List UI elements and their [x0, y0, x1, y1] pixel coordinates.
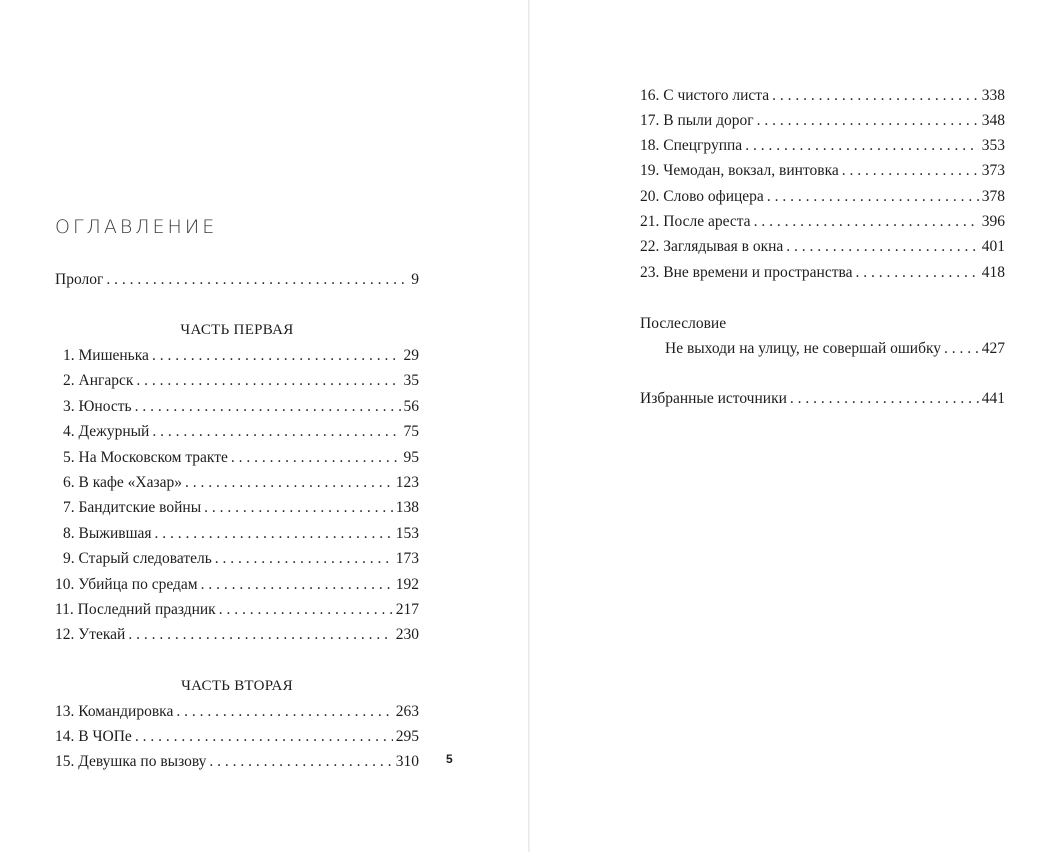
- toc-entry-label: 16. С чистого листа: [640, 87, 770, 104]
- dot-leader: [944, 339, 979, 359]
- toc-entry-page: 338: [981, 87, 1005, 104]
- toc-entry-page: 427: [981, 340, 1005, 357]
- toc-entry-chapter-16[interactable]: [640, 86, 1005, 106]
- toc-entry-chapter-20[interactable]: [640, 187, 1005, 207]
- right-page: [530, 0, 1061, 852]
- toc-entry-page: 396: [981, 213, 1005, 230]
- dot-leader: [772, 86, 979, 106]
- toc-entry-page: 401: [981, 238, 1005, 255]
- toc-entry-label: Не выходи на улицу, не совершай ошибку: [665, 340, 942, 357]
- part-one-heading: ЧАСТЬ ПЕРВАЯ: [180, 322, 294, 338]
- dot-leader: [786, 237, 978, 257]
- dot-leader: [135, 397, 401, 417]
- toc-entry-chapter-1[interactable]: [63, 346, 419, 366]
- toc-entry-page: 56: [403, 398, 419, 415]
- toc-entry-label: 10. Убийца по средам: [55, 576, 198, 593]
- toc-entry-label: 17. В пыли дорог: [640, 112, 754, 129]
- toc-entry-sources[interactable]: [640, 389, 1005, 409]
- toc-entry-page: 418: [981, 264, 1005, 281]
- toc-entry-page: 192: [395, 576, 419, 593]
- dot-leader: [754, 212, 979, 232]
- dot-leader: [135, 727, 393, 747]
- dot-leader: [790, 389, 979, 409]
- dot-leader: [128, 625, 392, 645]
- toc-entry-label: 3. Юность: [63, 398, 132, 415]
- toc-entry-chapter-4[interactable]: [63, 422, 419, 442]
- toc-entry-label: 22. Заглядывая в окна: [640, 238, 784, 255]
- toc-entry-chapter-9[interactable]: [63, 549, 419, 569]
- toc-entry-page: 441: [981, 390, 1005, 407]
- dot-leader: [745, 136, 979, 156]
- toc-entry-label: 6. В кафе «Хазар»: [63, 474, 183, 491]
- toc-entry-label: 20. Слово офицера: [640, 188, 764, 205]
- toc-entry-page: 353: [981, 137, 1005, 154]
- toc-entry-label: 13. Командировка: [55, 703, 174, 720]
- toc-entry-label: 23. Вне времени и пространства: [640, 264, 853, 281]
- toc-entry-label: 8. Выжившая: [63, 525, 152, 542]
- toc-entry-page: 95: [403, 449, 419, 466]
- toc-entry-page: 373: [981, 162, 1005, 179]
- dot-leader: [176, 702, 392, 722]
- toc-entry-page: 348: [981, 112, 1005, 129]
- toc-entry-label: 18. Спецгруппа: [640, 137, 743, 154]
- toc-entry-page: 378: [981, 188, 1005, 205]
- dot-leader: [856, 263, 979, 283]
- toc-entry-page: 263: [395, 703, 419, 720]
- dot-leader: [231, 448, 401, 468]
- toc-entry-label: Пролог: [55, 271, 104, 288]
- dot-leader: [842, 161, 979, 181]
- toc-entry-page: 35: [403, 372, 419, 389]
- toc-entry-label: 1. Мишенька: [63, 347, 149, 364]
- part-two-heading: ЧАСТЬ ВТОРАЯ: [181, 678, 293, 694]
- toc-entry-chapter-19[interactable]: [640, 161, 1005, 181]
- dot-leader: [209, 752, 392, 772]
- toc-entry-chapter-8[interactable]: [63, 524, 419, 544]
- toc-entry-page: 75: [403, 423, 419, 440]
- toc-entry-page: 153: [395, 525, 419, 542]
- toc-title: ОГЛАВЛЕНИЕ: [55, 216, 218, 238]
- afterword-heading: Послесловие: [640, 315, 727, 332]
- toc-entry-chapter-15[interactable]: [55, 752, 419, 772]
- toc-entry-label: 19. Чемодан, вокзал, винтовка: [640, 162, 839, 179]
- toc-entry-page: 9: [411, 271, 419, 288]
- toc-entry-chapter-6[interactable]: [63, 473, 419, 493]
- toc-entry-page: 138: [395, 499, 419, 516]
- toc-entry-chapter-3[interactable]: [63, 397, 419, 417]
- toc-entry-page: 123: [395, 474, 419, 491]
- toc-entry-label: 21. После ареста: [640, 213, 751, 230]
- toc-entry-chapter-2[interactable]: [63, 371, 419, 391]
- dot-leader: [215, 549, 393, 569]
- toc-entry-chapter-23[interactable]: [640, 263, 1005, 283]
- toc-entry-chapter-10[interactable]: [55, 575, 419, 595]
- toc-entry-chapter-11[interactable]: [55, 600, 419, 620]
- page-number: 5: [446, 752, 453, 766]
- toc-entry-chapter-22[interactable]: [640, 237, 1005, 257]
- dot-leader: [155, 524, 393, 544]
- dot-leader: [106, 270, 408, 290]
- dot-leader: [757, 111, 979, 131]
- toc-entry-label: 4. Дежурный: [63, 423, 150, 440]
- toc-entry-chapter-7[interactable]: [63, 498, 419, 518]
- dot-leader: [204, 498, 393, 518]
- toc-entry-page: 295: [395, 728, 419, 745]
- toc-entry-label: Избранные источники: [640, 390, 787, 407]
- toc-entry-label: 5. На Московском тракте: [63, 449, 228, 466]
- toc-entry-label: 11. Последний праздник: [55, 601, 216, 618]
- toc-entry-label: 12. Утекай: [55, 626, 126, 643]
- dot-leader: [219, 600, 393, 620]
- toc-entry-chapter-12[interactable]: [55, 625, 419, 645]
- dot-leader: [152, 346, 401, 366]
- toc-entry-page: 230: [395, 626, 419, 643]
- toc-entry-page: 310: [395, 753, 419, 770]
- toc-entry-label: 2. Ангарск: [63, 372, 134, 389]
- dot-leader: [185, 473, 393, 493]
- toc-entry-page: 173: [395, 550, 419, 567]
- toc-entry-prologue[interactable]: [55, 270, 419, 290]
- toc-entry-afterword[interactable]: [665, 339, 1005, 359]
- toc-entry-chapter-21[interactable]: [640, 212, 1005, 232]
- toc-entry-label: 15. Девушка по вызову: [55, 753, 207, 770]
- toc-entry-chapter-14[interactable]: [55, 727, 419, 747]
- dot-leader: [767, 187, 979, 207]
- toc-entry-chapter-5[interactable]: [63, 448, 419, 468]
- dot-leader: [152, 422, 400, 442]
- toc-entry-label: 7. Бандитские войны: [63, 499, 202, 516]
- toc-entry-page: 217: [395, 601, 419, 618]
- dot-leader: [201, 575, 393, 595]
- toc-entry-page: 29: [403, 347, 419, 364]
- toc-entry-chapter-17[interactable]: [640, 111, 1005, 131]
- toc-entry-chapter-18[interactable]: [640, 136, 1005, 156]
- toc-entry-chapter-13[interactable]: [55, 702, 419, 722]
- toc-entry-label: 9. Старый следователь: [63, 550, 212, 567]
- left-page: [0, 0, 529, 852]
- dot-leader: [136, 371, 400, 391]
- toc-entry-label: 14. В ЧОПе: [55, 728, 132, 745]
